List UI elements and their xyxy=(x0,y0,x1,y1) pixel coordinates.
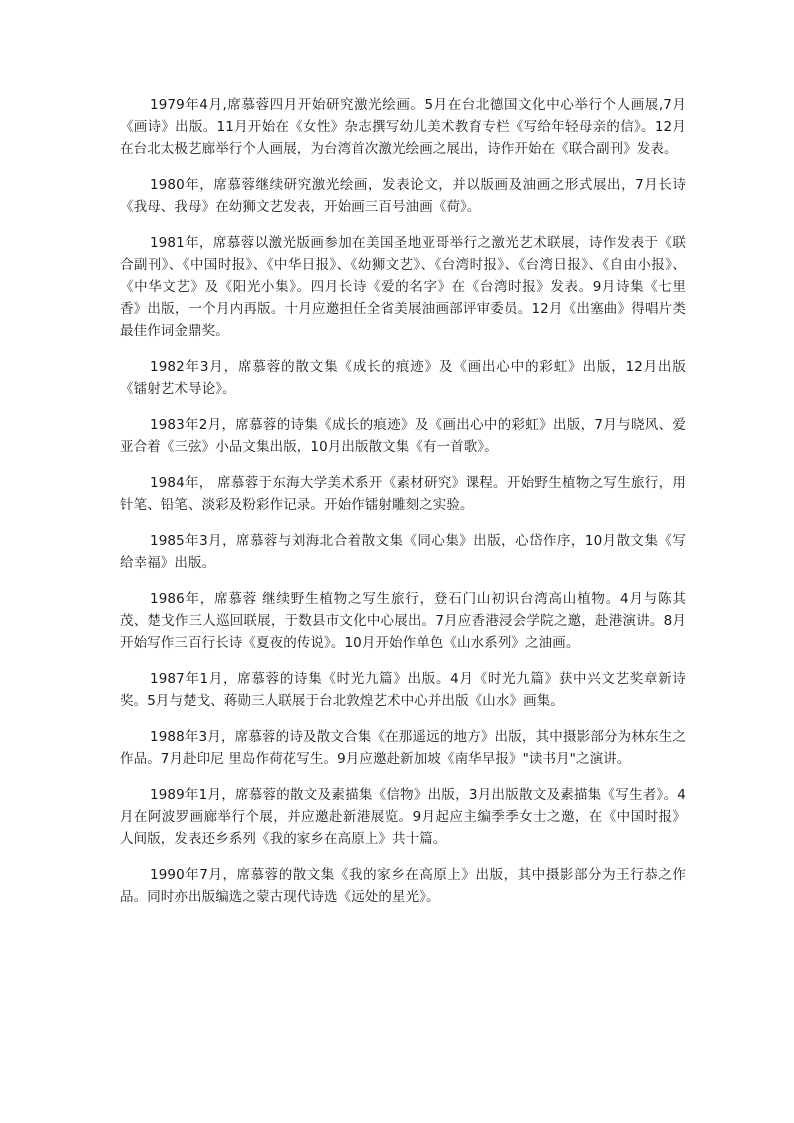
paragraph-1979: 1979年4月,席慕蓉四月开始研究激光绘画。5月在台北德国文化中心举行个人画展,7月《画诗》出版。11月开始在《女性》杂志撰写幼儿美术教育专栏《写给年轻母亲的信》。12月在台北太极艺廊举行个人画展，为台湾首次激光绘画之展出，诗作开始在《联合副刊》发表。 xyxy=(120,97,686,157)
paragraph-1983: 1983年2月，席慕蓉的诗集《成长的痕迹》及《画出心中的彩虹》出版，7月与晓风、爱亚合着《三弦》小品文集出版，10月出版散文集《有一首歌》。 xyxy=(120,417,686,455)
paragraph-1984: 1984年， 席慕蓉于东海大学美术系开《素材研究》课程。开始野生植物之写生旅行，用针笔、铅笔、淡彩及粉彩作记录。开始作镭射雕刻之实验。 xyxy=(120,475,686,513)
paragraph-1982: 1982年3月，席慕蓉的散文集《成长的痕迹》及《画出心中的彩虹》出版，12月出版《镭射艺术导论》。 xyxy=(120,359,686,397)
paragraph-1989: 1989年1月，席慕蓉的散文及素描集《信物》出版，3月出版散文及素描集《写生者》。4月在阿波罗画廊举行个展，并应邀赴新港展览。9月起应主编季季女士之邀，在《中国时报》人间版，发表还乡系列《我的家乡在高原上》共十篇。 xyxy=(120,787,686,847)
paragraph-1987: 1987年1月，席慕蓉的诗集《时光九篇》出版。4月《时光九篇》获中兴文艺奖章新诗奖。5月与楚戈、蒋勋三人联展于台北敦煌艺术中心并出版《山水》画集。 xyxy=(120,671,686,709)
paragraph-1981: 1981年，席慕蓉以激光版画参加在美国圣地亚哥举行之激光艺术联展，诗作发表于《联合副刊》、《中国时报》、《中华日报》、《幼狮文艺》、《台湾时报》、《台湾日报》、《自由小报》、《中华文艺》及《阳光小集》。四月长诗《爱的名字》在《台湾时报》发表。9月诗集《七里香》出版，一个月内再版。十月应邀担任全省美展油画部评审委员。12月《出塞曲》得唱片类最佳作词金鼎奖。 xyxy=(120,235,686,339)
paragraph-1988: 1988年3月，席慕蓉的诗及散文合集《在那遥远的地方》出版，其中摄影部分为林东生之作品。7月赴印尼 里岛作荷花写生。9月应邀赴新加坡《南华早报》"读书月"之演讲。 xyxy=(120,729,686,767)
paragraph-1985: 1985年3月，席慕蓉与刘海北合着散文集《同心集》出版，心岱作序，10月散文集《写给幸福》出版。 xyxy=(120,533,686,571)
paragraph-1986: 1986年，席慕蓉 继续野生植物之写生旅行，登石门山初识台湾高山植物。4月与陈其茂、楚戈作三人巡回联展，于数县市文化中心展出。7月应香港浸会学院之邀，赴港演讲。8月开始写作三百行长诗《夏夜的传说》。10月开始作单色《山水系列》之油画。 xyxy=(120,591,686,651)
paragraph-1990: 1990年7月，席慕蓉的散文集《我的家乡在高原上》出版，其中摄影部分为王行恭之作品。同时亦出版编选之蒙古现代诗选《远处的星光》。 xyxy=(120,867,686,905)
paragraph-1980: 1980年，席慕蓉继续研究激光绘画，发表论文，并以版画及油画之形式展出，7月长诗《我母、我母》在幼狮文艺发表，开始画三百号油画《荷》。 xyxy=(120,177,686,215)
document-body xyxy=(120,94,686,922)
